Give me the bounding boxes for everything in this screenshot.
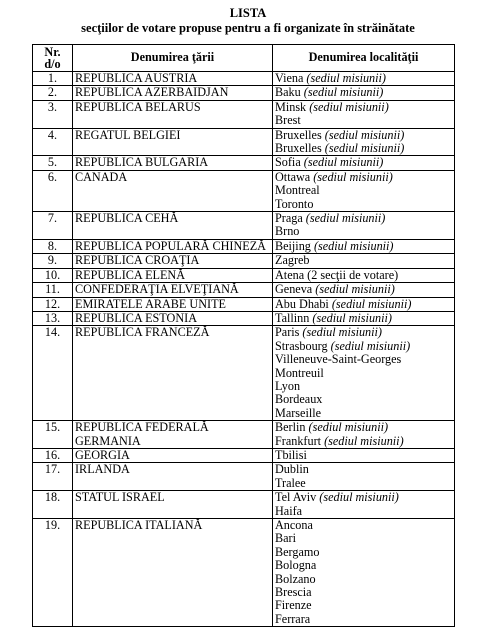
table-row bbox=[33, 448, 455, 462]
locality-name: Bordeaux bbox=[275, 392, 323, 407]
row-number: 6. bbox=[33, 170, 73, 211]
locality-item bbox=[275, 269, 452, 282]
locality-name: Sofia bbox=[275, 155, 304, 170]
mission-seat-note: (sediul misiunii) bbox=[319, 490, 399, 505]
locality-name: Toronto bbox=[275, 196, 314, 211]
locality-item bbox=[275, 505, 452, 518]
locality-name: Bergamo bbox=[275, 544, 320, 559]
locality-item bbox=[275, 240, 452, 253]
row-number: 2. bbox=[33, 86, 73, 100]
row-number: 8. bbox=[33, 239, 73, 253]
row-number: 11. bbox=[33, 283, 73, 297]
locality-name: Ottawa bbox=[275, 169, 314, 184]
mission-seat-note: (sediul misiunii) bbox=[324, 141, 405, 156]
row-number: 1. bbox=[33, 72, 73, 86]
locality-item bbox=[275, 283, 452, 296]
locality-name: Beijing bbox=[275, 238, 314, 253]
mission-seat-note: (sediul misiunii) bbox=[324, 433, 404, 448]
locality-name: Haifa bbox=[275, 503, 303, 518]
localities-cell bbox=[273, 421, 455, 449]
localities-cell bbox=[273, 86, 455, 100]
mission-seat-note: (sediul misiunii) bbox=[305, 211, 386, 226]
locality-item bbox=[275, 72, 452, 85]
locality-name: Zagreb bbox=[275, 253, 310, 268]
header-country: Denumirea ţării bbox=[73, 45, 273, 72]
country-name: REPUBLICA FRANCEZĂ bbox=[73, 326, 273, 421]
table-row bbox=[33, 491, 455, 519]
locality-item bbox=[275, 212, 452, 225]
mission-seat-note: (sediul misiunii) bbox=[331, 296, 412, 311]
locality-name: Tallinn bbox=[275, 310, 313, 325]
table-row bbox=[33, 421, 455, 449]
mission-seat-note: (sediul misiunii) bbox=[309, 99, 389, 114]
mission-seat-note: (sediul misiunii) bbox=[313, 169, 393, 184]
locality-name: Brescia bbox=[275, 585, 312, 600]
locality-name: Dublin bbox=[275, 462, 309, 477]
locality-item bbox=[275, 449, 452, 462]
locality-item bbox=[275, 367, 452, 380]
locality-name: Bruxelles bbox=[275, 141, 325, 156]
table-row bbox=[33, 100, 455, 128]
document-subtitle: secţiilor de votare propuse pentru a fi organizate în străinătate bbox=[81, 21, 415, 35]
locality-item bbox=[275, 407, 452, 420]
mission-seat-note: (sediul misiunii) bbox=[313, 238, 394, 253]
locality-item bbox=[275, 491, 452, 504]
localities-cell bbox=[273, 519, 455, 627]
locality-name: Abu Dhabi bbox=[275, 296, 332, 311]
table-row bbox=[33, 268, 455, 282]
locality-name: Bologna bbox=[275, 558, 317, 573]
locality-name: Paris bbox=[275, 325, 303, 340]
country-name: REPUBLICA FEDERALĂ GERMANIA bbox=[73, 421, 273, 449]
row-number: 3. bbox=[33, 100, 73, 128]
polling-stations-table bbox=[32, 44, 455, 627]
locality-name: Tbilisi bbox=[275, 447, 307, 462]
localities-cell bbox=[273, 212, 455, 240]
locality-item bbox=[275, 353, 452, 366]
locality-item bbox=[275, 101, 452, 114]
localities-cell bbox=[273, 156, 455, 170]
locality-item bbox=[275, 86, 452, 99]
locality-name: Montreuil bbox=[275, 365, 324, 380]
table-row bbox=[33, 72, 455, 86]
country-name: REPUBLICA ITALIANĂ bbox=[73, 519, 273, 627]
locality-name: Tralee bbox=[275, 475, 306, 490]
table-row bbox=[33, 128, 455, 156]
country-name: REPUBLICA CROAŢIA bbox=[73, 254, 273, 268]
localities-cell bbox=[273, 170, 455, 211]
locality-name: Ferrara bbox=[275, 611, 311, 626]
localities-cell bbox=[273, 128, 455, 156]
row-number: 5. bbox=[33, 156, 73, 170]
localities-cell bbox=[273, 268, 455, 282]
country-name: CANADA bbox=[73, 170, 273, 211]
locality-name: Tel Aviv bbox=[275, 490, 320, 505]
row-number: 10. bbox=[33, 268, 73, 282]
locality-item bbox=[275, 184, 452, 197]
country-name: REPUBLICA CEHĂ bbox=[73, 212, 273, 240]
locality-item bbox=[275, 198, 452, 211]
table-row bbox=[33, 311, 455, 325]
row-number: 15. bbox=[33, 421, 73, 449]
country-name: REPUBLICA ELENĂ bbox=[73, 268, 273, 282]
row-number: 17. bbox=[33, 463, 73, 491]
table-row bbox=[33, 519, 455, 627]
locality-name: Lyon bbox=[275, 378, 301, 393]
locality-name: Frankfurt bbox=[275, 433, 325, 448]
locality-item bbox=[275, 393, 452, 406]
locality-item bbox=[275, 573, 452, 586]
locality-name: Villeneuve-Saint-Georges bbox=[275, 352, 402, 367]
row-number: 19. bbox=[33, 519, 73, 627]
country-name: EMIRATELE ARABE UNITE bbox=[73, 297, 273, 311]
locality-item bbox=[275, 156, 452, 169]
localities-cell bbox=[273, 326, 455, 421]
country-name: REPUBLICA BULGARIA bbox=[73, 156, 273, 170]
country-name: IRLANDA bbox=[73, 463, 273, 491]
mission-seat-note: (sediul misiunii) bbox=[315, 282, 395, 297]
localities-cell bbox=[273, 448, 455, 462]
localities-cell bbox=[273, 100, 455, 128]
locality-name: Baku bbox=[275, 85, 304, 100]
document-title: LISTA bbox=[229, 6, 267, 20]
locality-name: Berlin bbox=[275, 420, 309, 435]
mission-seat-note: (sediul misiunii) bbox=[303, 155, 384, 170]
header-nr-line2: d/o bbox=[44, 57, 61, 71]
header-nr bbox=[33, 45, 73, 72]
localities-cell bbox=[273, 283, 455, 297]
locality-item bbox=[275, 599, 452, 612]
locality-item bbox=[275, 326, 452, 339]
localities-cell bbox=[273, 239, 455, 253]
locality-name: Bruxelles bbox=[275, 127, 325, 142]
locality-name: Geneva bbox=[275, 282, 316, 297]
locality-name: Brest bbox=[275, 113, 301, 128]
country-name: GEORGIA bbox=[73, 448, 273, 462]
table-header-row bbox=[33, 45, 455, 72]
locality-item bbox=[275, 380, 452, 393]
localities-cell bbox=[273, 463, 455, 491]
mission-seat-note: (sediul misiunii) bbox=[312, 310, 392, 325]
locality-name: Viena bbox=[275, 71, 307, 85]
locality-item bbox=[275, 477, 452, 490]
localities-cell bbox=[273, 491, 455, 519]
locality-item bbox=[275, 254, 452, 267]
locality-name: Brno bbox=[275, 224, 300, 239]
locality-item bbox=[275, 435, 452, 448]
country-name: REGATUL BELGIEI bbox=[73, 128, 273, 156]
table-row bbox=[33, 463, 455, 491]
row-number: 16. bbox=[33, 448, 73, 462]
locality-item bbox=[275, 225, 452, 238]
locality-item bbox=[275, 129, 452, 142]
locality-name: Firenze bbox=[275, 598, 312, 613]
locality-item bbox=[275, 421, 452, 434]
locality-item bbox=[275, 613, 452, 626]
locality-item bbox=[275, 142, 452, 155]
locality-name: Bari bbox=[275, 531, 296, 546]
mission-seat-note: (sediul misiunii) bbox=[324, 127, 405, 142]
table-row bbox=[33, 212, 455, 240]
locality-item bbox=[275, 546, 452, 559]
row-number: 18. bbox=[33, 491, 73, 519]
row-number: 12. bbox=[33, 297, 73, 311]
mission-seat-note: (sediul misiunii) bbox=[306, 71, 386, 85]
locality-item bbox=[275, 519, 452, 532]
locality-name: Atena (2 secţii de votare) bbox=[275, 267, 399, 282]
country-name: REPUBLICA BELARUS bbox=[73, 100, 273, 128]
locality-name: Marseille bbox=[275, 405, 322, 420]
country-name: CONFEDERAŢIA ELVEŢIANĂ bbox=[73, 283, 273, 297]
mission-seat-note: (sediul misiunii) bbox=[303, 85, 384, 100]
locality-name: Minsk bbox=[275, 99, 310, 114]
locality-item bbox=[275, 312, 452, 325]
mission-seat-note: (sediul misiunii) bbox=[330, 338, 411, 353]
localities-cell bbox=[273, 311, 455, 325]
country-name: REPUBLICA AZERBAIDJAN bbox=[73, 86, 273, 100]
row-number: 4. bbox=[33, 128, 73, 156]
localities-cell bbox=[273, 254, 455, 268]
row-number: 7. bbox=[33, 212, 73, 240]
row-number: 9. bbox=[33, 254, 73, 268]
row-number: 13. bbox=[33, 311, 73, 325]
row-number: 14. bbox=[33, 326, 73, 421]
locality-item bbox=[275, 559, 452, 572]
table-row bbox=[33, 254, 455, 268]
locality-item bbox=[275, 532, 452, 545]
locality-item bbox=[275, 298, 452, 311]
mission-seat-note: (sediul misiunii) bbox=[302, 325, 382, 340]
locality-name: Montreal bbox=[275, 183, 320, 198]
locality-name: Ancona bbox=[275, 518, 313, 532]
table-row bbox=[33, 297, 455, 311]
locality-item bbox=[275, 463, 452, 476]
table-row bbox=[33, 86, 455, 100]
table-row bbox=[33, 283, 455, 297]
country-name: REPUBLICA AUSTRIA bbox=[73, 72, 273, 86]
locality-name: Praga bbox=[275, 211, 306, 226]
mission-seat-note: (sediul misiunii) bbox=[308, 420, 389, 435]
header-locality: Denumirea localităţii bbox=[273, 45, 455, 72]
locality-name: Bolzano bbox=[275, 571, 316, 586]
country-name: REPUBLICA ESTONIA bbox=[73, 311, 273, 325]
locality-item bbox=[275, 586, 452, 599]
table-row bbox=[33, 239, 455, 253]
locality-item bbox=[275, 340, 452, 353]
country-name: STATUL ISRAEL bbox=[73, 491, 273, 519]
locality-item bbox=[275, 114, 452, 127]
localities-cell bbox=[273, 72, 455, 86]
header-nr-line1: Nr. bbox=[44, 44, 61, 59]
locality-item bbox=[275, 171, 452, 184]
table-row bbox=[33, 170, 455, 211]
locality-name: Strasbourg bbox=[275, 338, 331, 353]
table-row bbox=[33, 326, 455, 421]
table-row bbox=[33, 156, 455, 170]
localities-cell bbox=[273, 297, 455, 311]
country-name: REPUBLICA POPULARĂ CHINEZĂ bbox=[73, 239, 273, 253]
